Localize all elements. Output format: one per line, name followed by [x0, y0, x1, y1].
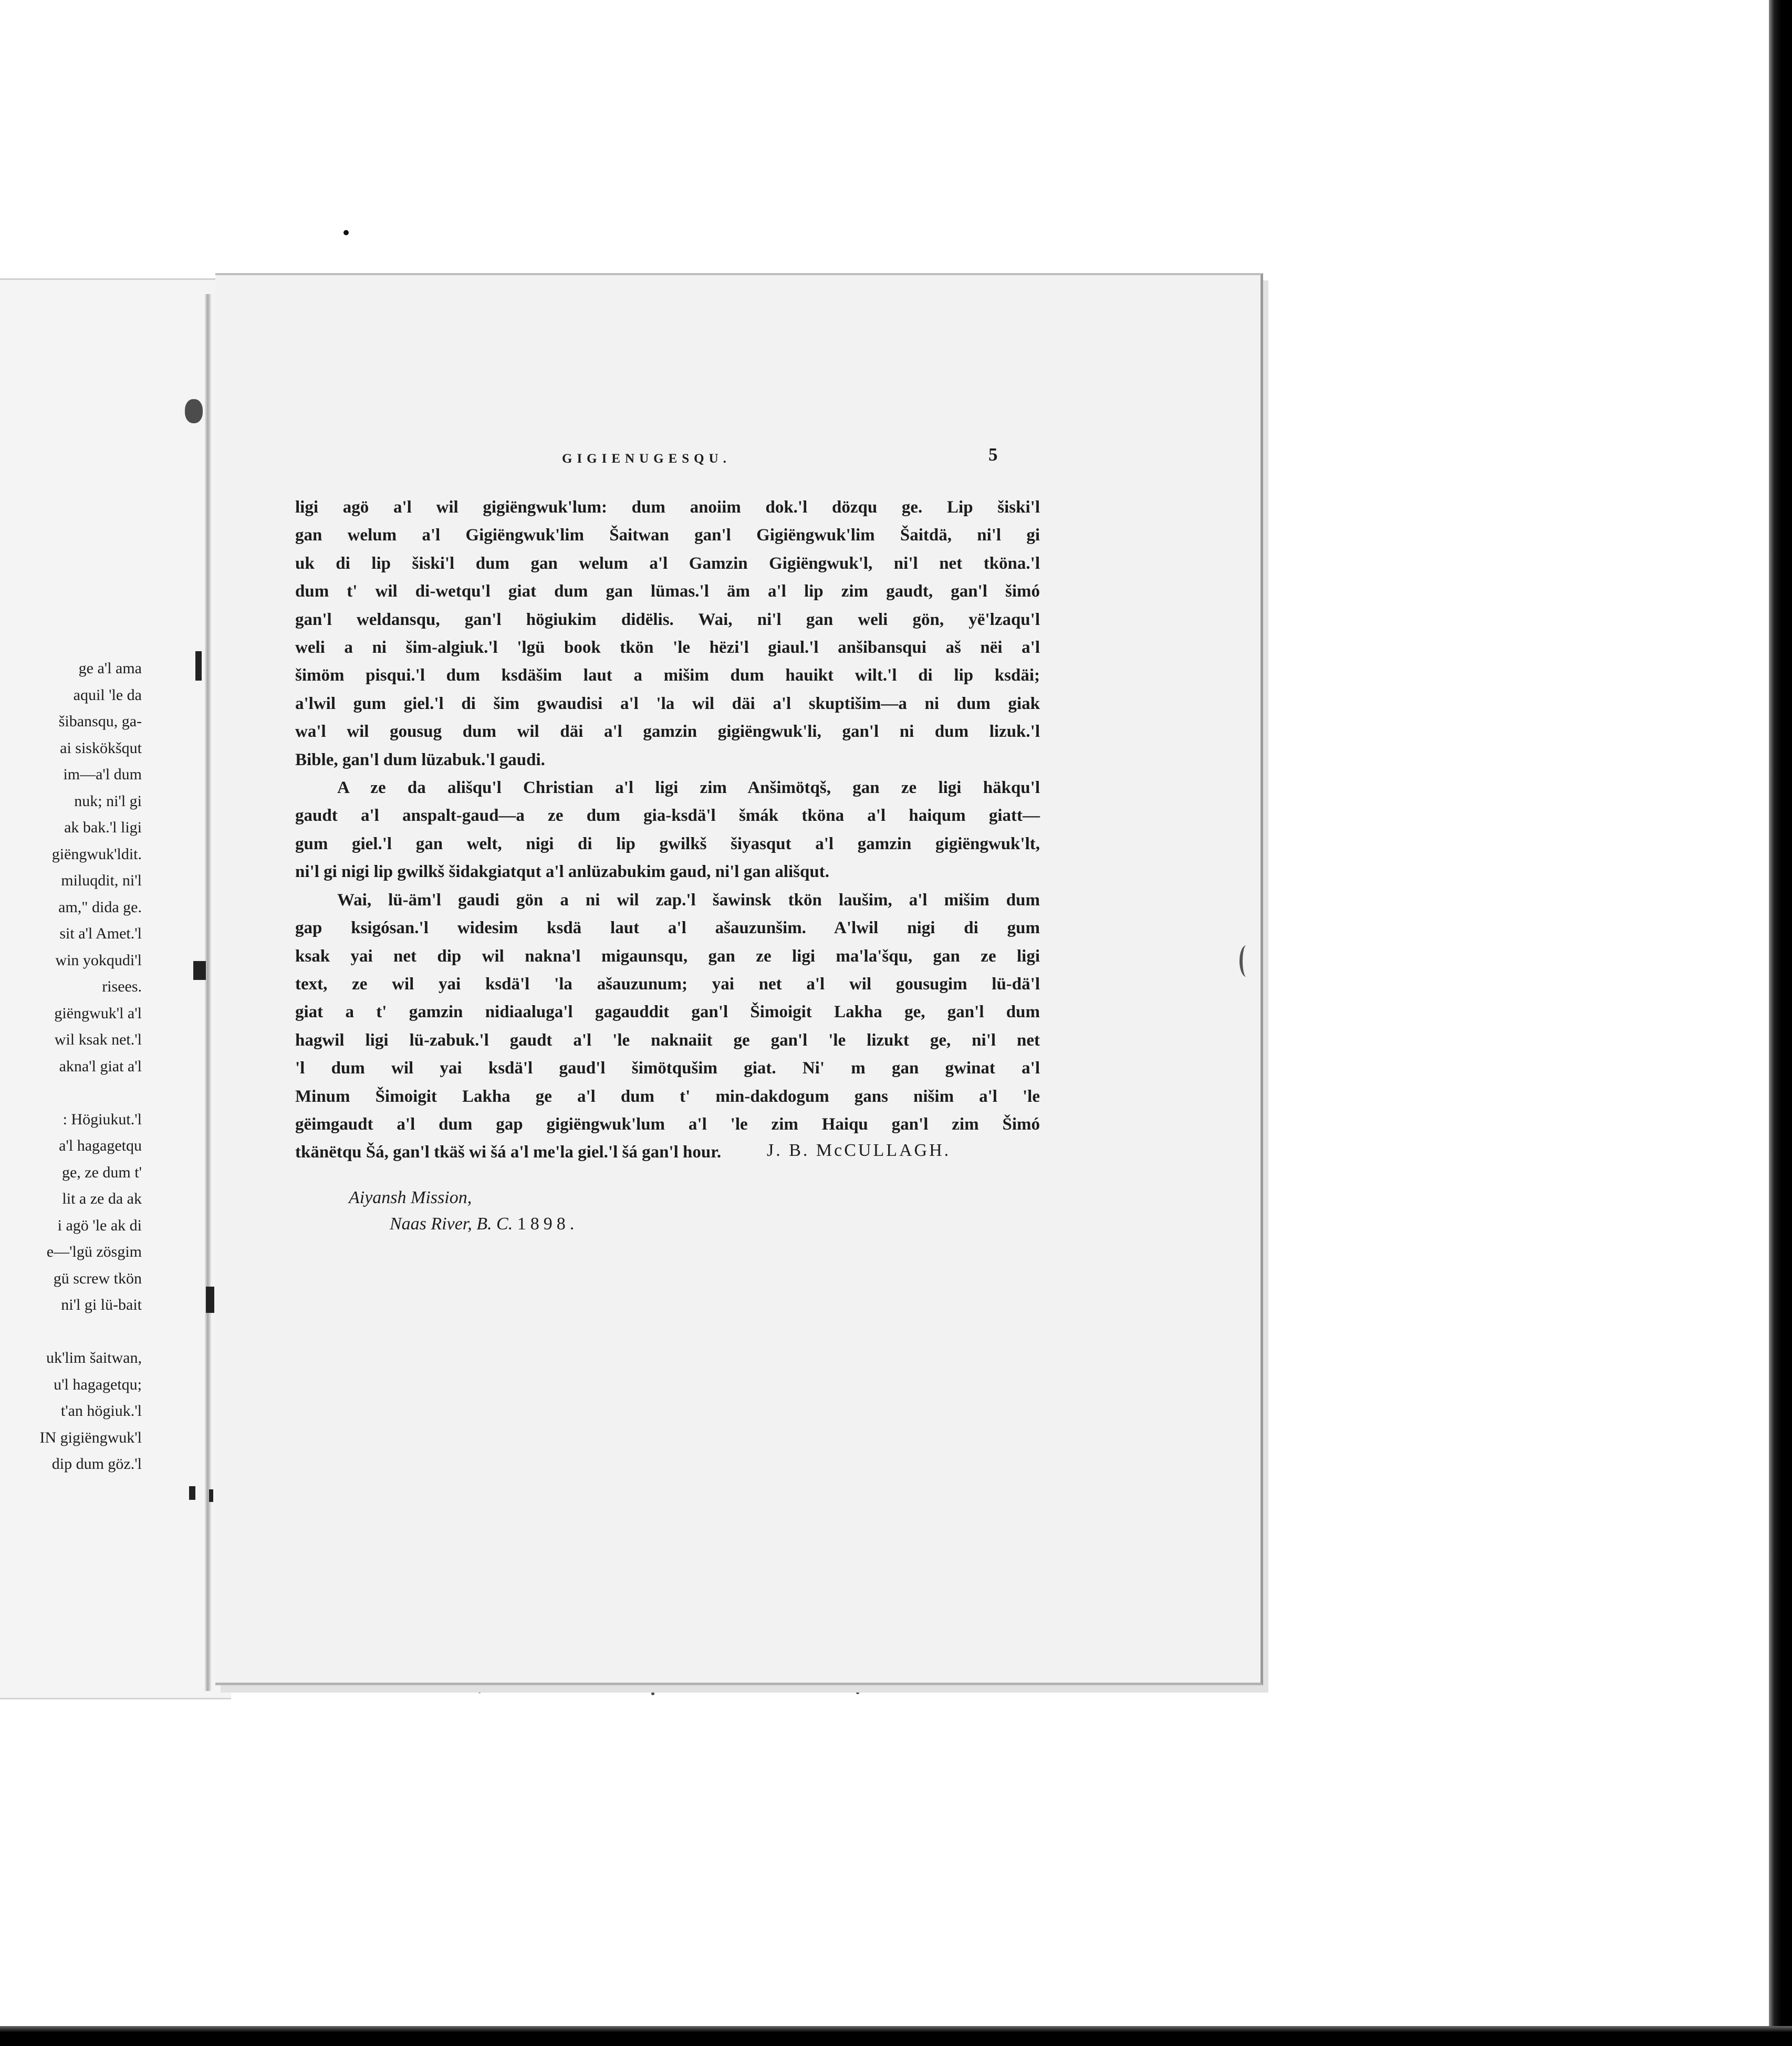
book-gutter [205, 294, 211, 1691]
body-line: gëimgaudt a'l dum gap gigiëngwuk'lum a'l 'le zim Haiqu gan'l zim Šimó [295, 1114, 1040, 1134]
body-line: Bible, gan'l dum lüzabuk.'l gaudi. [295, 750, 545, 769]
body-line: giat a t' gamzin nidiaaluga'l gagauddit gan'l Šimoigit Lakha ge, gan'l dum [295, 1003, 1040, 1022]
binding-stitch [193, 961, 206, 980]
body-line: ligi agö a'l wil gigiëngwuk'lum: dum anoiim dok.'l dözqu ge. Lip šiski'l [295, 498, 1040, 517]
previous-page-line: uk'lim šaitwan, [46, 1349, 142, 1366]
previous-page-line: i agö 'le ak di [57, 1216, 142, 1234]
previous-page-line: giëngwuk'ldit. [51, 845, 142, 863]
body-line: gap ksigósan.'l widesim ksdä laut a'l ašauzunšim. A'lwil nigi di gum [295, 918, 1040, 938]
binding-stitch [206, 1287, 214, 1313]
previous-page-line: am," dida ge. [58, 898, 142, 916]
body-line: uk di lip šiski'l dum gan welum a'l Gamzin Gigiëngwuk'l, ni'l net tköna.'l [295, 554, 1040, 573]
previous-page-line: sit a'l Amet.'l [59, 925, 142, 942]
previous-page-line: e—'lgü zösgim [46, 1243, 142, 1260]
body-line: šimöm pisqui.'l dum ksdäšim laut a mišim dum hauikt wilt.'l di lip ksdäi; [295, 666, 1040, 685]
body-line: Minum Šimoigit Lakha ge a'l dum t' min-dakdogum gans nišim a'l 'le [295, 1087, 1040, 1106]
scan-speck [478, 1690, 481, 1693]
previous-page-line: t'an högiuk.'l [60, 1402, 142, 1419]
previous-page-line: aquil 'le da [73, 686, 142, 704]
page-body-text [295, 494, 1040, 1167]
body-line: dum t' wil di-wetqu'l giat dum gan lümas.'l äm a'l lip zim gaudt, gan'l šimó [295, 582, 1040, 601]
year: 1898. [517, 1214, 579, 1234]
binding-stitch [209, 1489, 213, 1502]
binding-stitch [189, 1486, 195, 1500]
previous-page-line: : Högiukut.'l [62, 1110, 142, 1128]
previous-page-line: win yokqudi'l [55, 951, 142, 969]
author-signature: J. B. McCULLAGH. [767, 1141, 951, 1160]
scan-speck [343, 230, 349, 235]
previous-page-line: ge a'l ama [78, 660, 142, 677]
place-line-2-text: Naas River, B. C. [390, 1214, 513, 1234]
page-number: 5 [988, 444, 998, 465]
body-line: gum giel.'l gan welt, nigi di lip gwilkš šiyasqut a'l gamzin gigiëngwuk'lt, [295, 834, 1040, 853]
previous-page-line: šibansqu, ga- [58, 713, 142, 730]
binding-stitch [185, 399, 203, 423]
previous-page-fragment [0, 278, 231, 1699]
body-line: A ze da ališqu'l Christian a'l ligi zim Anšimötqš, gan ze ligi häkqu'l [337, 778, 1040, 798]
previous-page-line: IN gigiëngwuk'l [39, 1428, 142, 1446]
previous-page-line: wil ksak net.'l [54, 1031, 142, 1048]
previous-page-line: ak bak.'l ligi [64, 819, 142, 836]
previous-page-text [0, 655, 142, 1478]
body-line: wa'l wil gousug dum wil däi a'l gamzin gigiëngwuk'li, gan'l ni dum lizuk.'l [295, 722, 1040, 742]
body-line: Wai, lü-äm'l gaudi gön a ni wil zap.'l šawinsk tkön laušim, a'l mišim dum [337, 890, 1040, 910]
previous-page-line: akna'l giat a'l [59, 1057, 142, 1075]
body-line: gan welum a'l Gigiëngwuk'lim Šaitwan gan'l Gigiëngwuk'lim Šaitdä, ni'l gi [295, 526, 1040, 545]
running-header: GIGIENUGESQU. [562, 452, 731, 466]
place-line-2 [390, 1214, 578, 1234]
previous-page-line [0, 1319, 142, 1345]
previous-page-line: lit a ze da ak [62, 1190, 142, 1207]
previous-page-line: ai siskökšqut [60, 739, 142, 757]
body-line: 'l dum wil yai ksdä'l gaud'l šimötqušim giat. Ni' m gan gwinat a'l [295, 1059, 1040, 1078]
previous-page-line: ni'l gi lü-bait [61, 1296, 142, 1313]
scan-edge-bottom [0, 2026, 1792, 2046]
previous-page-line: u'l hagagetqu; [54, 1375, 142, 1393]
body-line: weli a ni šim-algiuk.'l 'lgü book tkön 'le hëzi'l giaul.'l anšibansqui aš nëi a'l [295, 638, 1040, 657]
page-edge-smudge [1239, 945, 1253, 977]
place-line-1: Aiyansh Mission, [349, 1188, 472, 1207]
body-line: hagwil ligi lü-zabuk.'l gaudt a'l 'le naknaiit ge gan'l 'le lizukt ge, ni'l net [295, 1030, 1040, 1050]
body-line: ni'l gi nigi lip gwilkš šidakgiatqut a'l anlüzabukim gaud, ni'l gan ališqut. [295, 862, 829, 882]
previous-page-line: risees. [102, 978, 142, 995]
previous-page-line: gü screw tkön [53, 1269, 142, 1287]
body-line: a'lwil gum giel.'l di šim gwaudisi a'l 'la wil däi a'l skuptišim—a ni dum giak [295, 694, 1040, 713]
scan-edge-right [1769, 0, 1792, 2046]
body-line: text, ze wil yai ksdä'l 'la ašauzunum; yai net a'l wil gousugim lü-dä'l [295, 974, 1040, 994]
previous-page-line: a'l hagagetqu [59, 1137, 142, 1154]
body-line: gan'l weldansqu, gan'l högiukim didëlis. Wai, ni'l gan weli gön, yë'lzaqu'l [295, 610, 1040, 629]
previous-page-line: dip dum göz.'l [51, 1455, 142, 1473]
scan-speck [856, 1691, 859, 1694]
previous-page-line: nuk; ni'l gi [74, 792, 142, 810]
body-line: tkänëtqu Šá, gan'l tkäš wi šá a'l me'la giel.'l šá gan'l hour. [295, 1143, 722, 1162]
previous-page-line: ge, ze dum t' [61, 1163, 142, 1181]
body-line: gaudt a'l anspalt-gaud—a ze dum gia-ksdä'l šmák tköna a'l haiqum giatt— [295, 806, 1040, 826]
scan-speck [651, 1692, 654, 1695]
binding-stitch [195, 651, 202, 681]
previous-page-line: giëngwuk'l a'l [54, 1004, 142, 1022]
scan-speck [1230, 1685, 1236, 1691]
previous-page-line: im—a'l dum [63, 766, 142, 783]
previous-page-line [0, 1080, 142, 1106]
body-line: ksak yai net dip wil nakna'l migaunsqu, gan ze ligi ma'la'šqu, gan ze ligi [295, 946, 1040, 966]
previous-page-line: miluqdit, ni'l [61, 872, 142, 889]
